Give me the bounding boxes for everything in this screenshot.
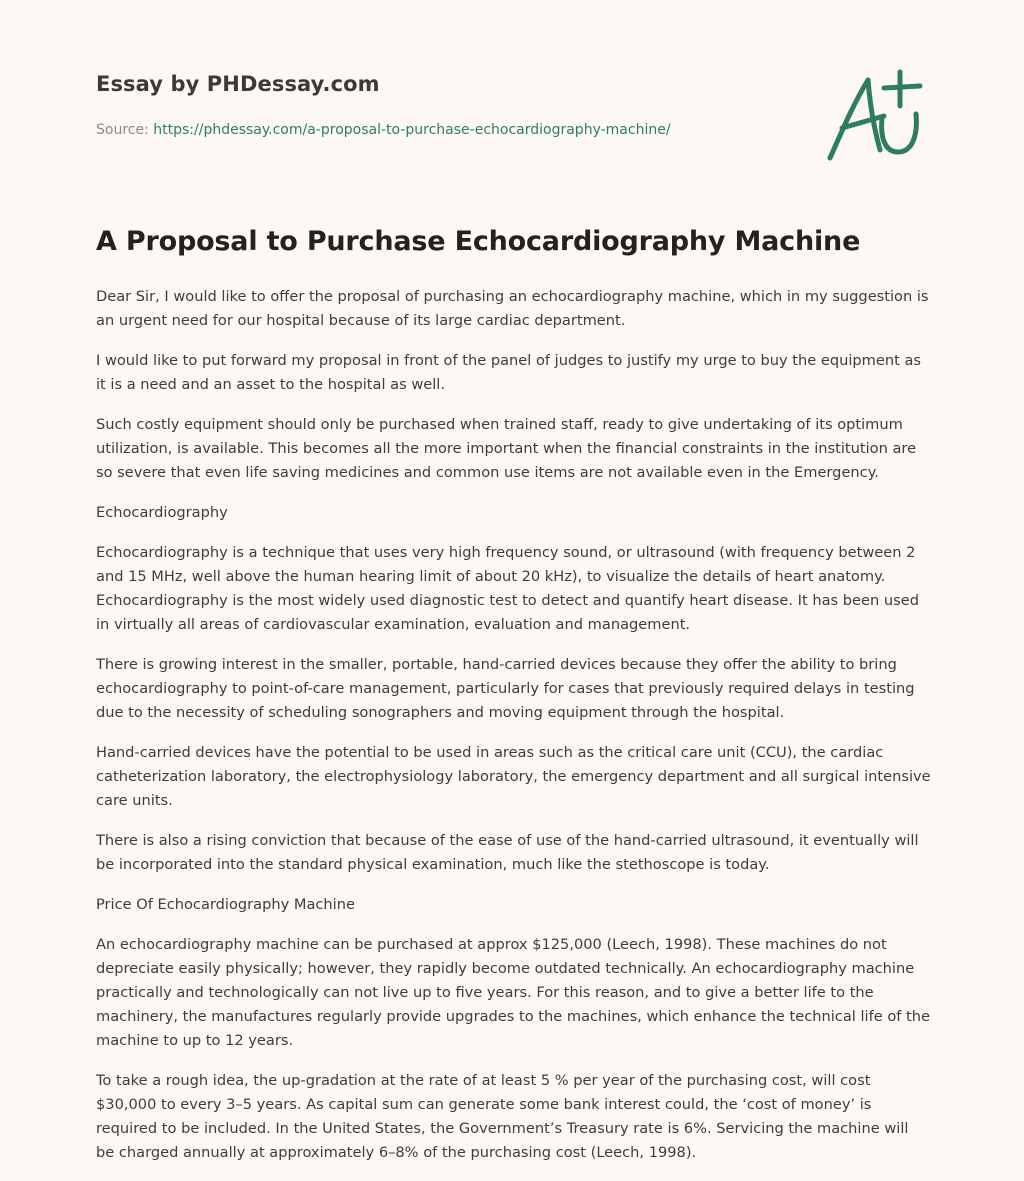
paragraph: To take a rough idea, the up-gradation at the rate of at least 5 % per year of the purchasing cost, will cost $30,000 to every 3–5 years. As capital sum can generate some bank interest could, the ‘cost of money’ is required to be included. In the United States, the Government’s Treasury rate is 6%. Servicing the machine will be charged annually at approximately 6–8% of the purchasing cost (Leech, 1998). <box>96 1072 909 1161</box>
article-title: A Proposal to Purchase Echocardiography Machine <box>96 226 861 257</box>
article-body <box>96 285 931 1181</box>
section-heading: Echocardiography <box>96 504 228 521</box>
a-plus-logo-icon <box>820 66 930 166</box>
source-line <box>96 122 696 138</box>
section-heading: Price Of Echocardiography Machine <box>96 896 355 913</box>
source-label: Source: <box>96 122 149 138</box>
paragraph: There is growing interest in the smaller, portable, hand-carried devices because they offer the ability to bring echocardiography to point-of-care management, particularly for cases that previously required delays in testing due to the necessity of scheduling sonographers and moving equipment through the hospital. <box>96 656 915 721</box>
paragraph: An echocardiography machine can be purchased at approx $125,000 (Leech, 1998). These machines do not depreciate easily physically; however, they rapidly become outdated technically. An echocardiography machine practically and technologically can not live up to five years. For this reason, and to give a better life to the machinery, the manufactures regularly provide upgrades to the machines, which enhance the technical life of the machine to up to 12 years. <box>96 936 930 1049</box>
paragraph: Such costly equipment should only be purchased when trained staff, ready to give undertaking of its optimum utilization, is available. This becomes all the more important when the financial constraints in the institution are so severe that even life saving medicines and common use items are not available even in the Emergency. <box>96 416 917 481</box>
paragraph: I would like to put forward my proposal in front of the panel of judges to justify my urge to buy the equipment as it is a need and an asset to the hospital as well. <box>96 352 922 393</box>
paragraph: Dear Sir, I would like to offer the proposal of purchasing an echocardiography machine, which in my suggestion is an urgent need for our hospital because of its large cardiac department. <box>96 288 929 329</box>
site-brand: Essay by PHDessay.com <box>96 72 380 96</box>
paragraph: Hand-carried devices have the potential to be used in areas such as the critical care unit (CCU), the cardiac catheterization laboratory, the electrophysiology laboratory, the emergency department and all surgical intensive care units. <box>96 744 931 809</box>
paragraph: Echocardiography is a technique that uses very high frequency sound, or ultrasound (with frequency between 2 and 15 MHz, well above the human hearing limit of about 20 kHz), to visualize the details of heart anatomy. Echocardiography is the most widely used diagnostic test to detect and quantify heart disease. It has been used in virtually all areas of cardiovascular examination, evaluation and management. <box>96 544 919 633</box>
paragraph: There is also a rising conviction that because of the ease of use of the hand-carried ultrasound, it eventually will be incorporated into the standard physical examination, much like the stethoscope is today. <box>96 832 919 873</box>
source-link[interactable]: https://phdessay.com/a-proposal-to-purchase-echocardiography-machine/ <box>153 122 671 138</box>
page-header <box>96 72 696 138</box>
